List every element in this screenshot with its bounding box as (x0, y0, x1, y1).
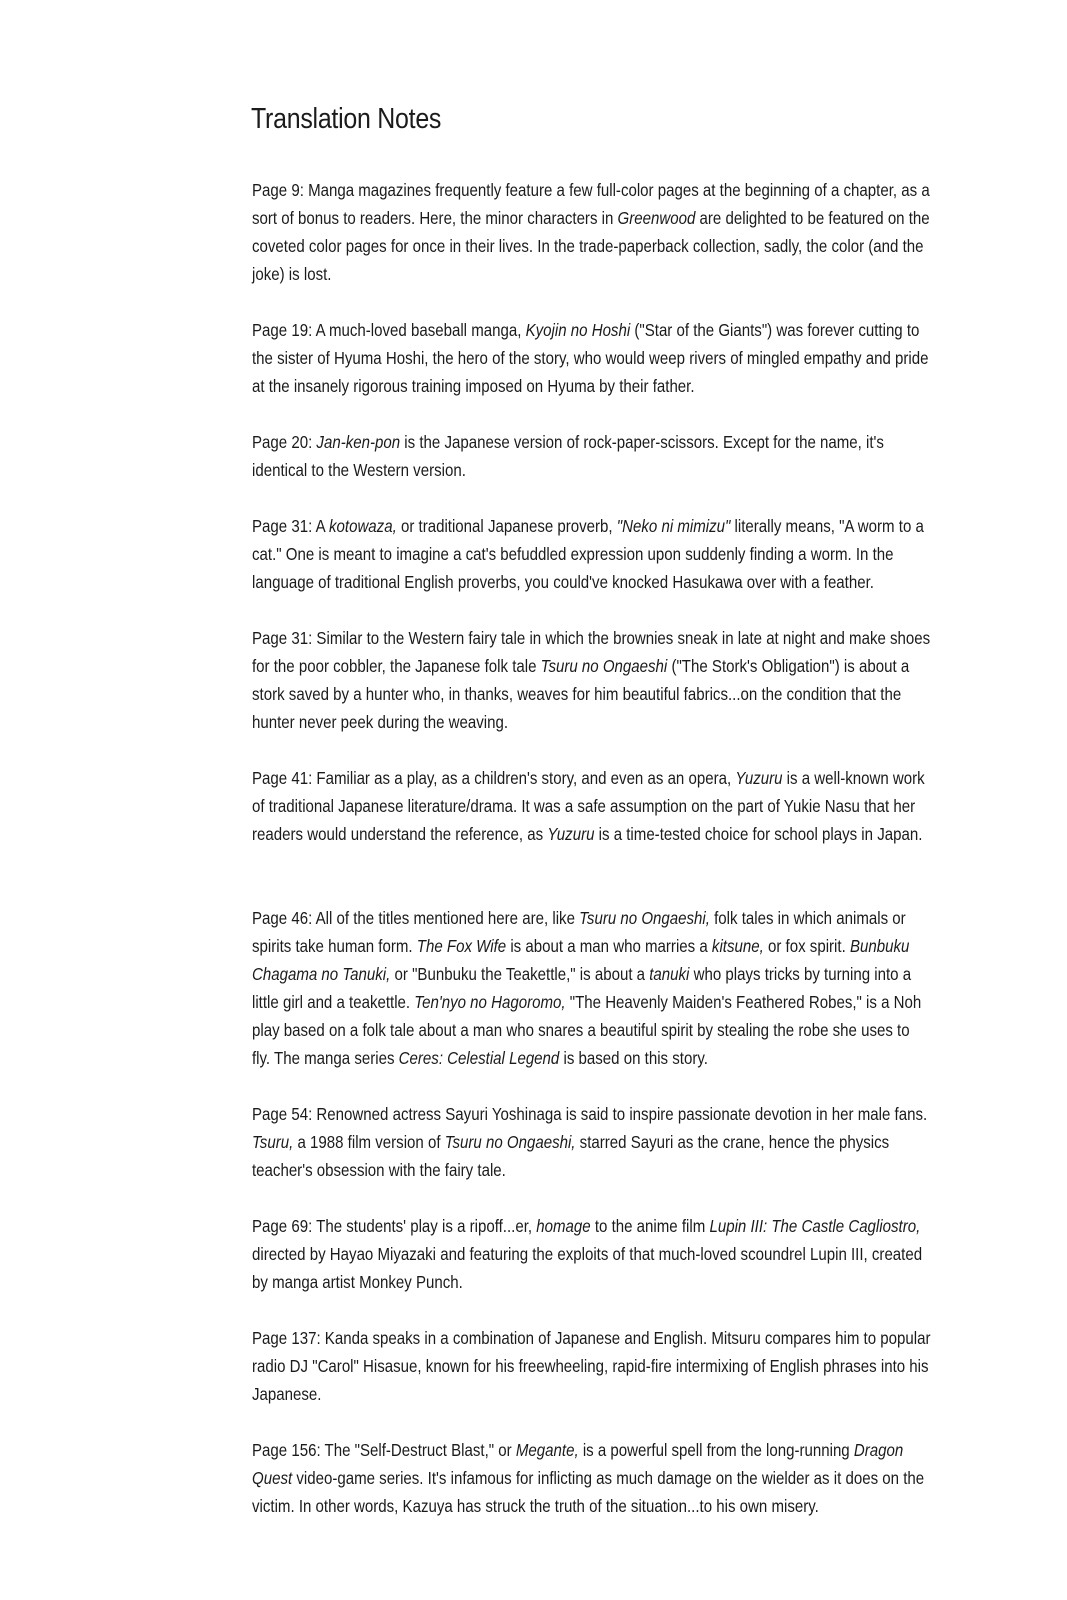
italic-title-text: Ten'nyo no Hagoromo, (414, 992, 566, 1012)
note-page-54 (252, 1100, 931, 1184)
note-text: Page 46: All of the titles mentioned here are, like (252, 908, 580, 928)
italic-title-text: Jan-ken-pon (316, 432, 401, 452)
note-text: Page 137: Kanda speaks in a combination of Japanese and English. Mitsuru compares him to popular radio DJ "Carol" Hisasue, known for his freewheeling, rapid-fire intermixing of English phrases into his Japanese. (252, 1328, 931, 1404)
italic-title-text: Megante, (515, 1440, 579, 1460)
italic-title-text: Tsuru no Ongaeshi, (579, 908, 710, 928)
note-text: or fox spirit. (763, 936, 850, 956)
note-page-31a (252, 512, 931, 596)
note-page-46 (252, 904, 931, 1072)
note-text: Page 54: Renowned actress Sayuri Yoshinaga is said to inspire passionate devotion in her male fans. (252, 1104, 928, 1124)
note-text: ("Star of the Giants") was forever cutting to the sister of Hyuma Hoshi, the hero of the story, who would weep rivers of mingled empathy and pride at the insanely rigorous training imposed on Hyuma by their father. (252, 320, 929, 396)
italic-title-text: Ceres: Celestial Legend (398, 1048, 560, 1068)
note-text: to the anime film (590, 1216, 710, 1236)
note-text: is a well-known work of traditional Japanese literature/drama. It was a safe assumption on the part of Yukie Nasu that her readers would understand the reference, as (252, 768, 925, 844)
italic-title-text: Bunbuku Chagama no Tanuki, (252, 936, 910, 984)
italic-title-text: kitsune, (711, 936, 764, 956)
note-text: are delighted to be featured on the coveted color pages for once in their lives. In the trade-paperback collection, sadly, the color (and the joke) is lost. (252, 208, 930, 284)
note-text: or "Bunbuku the Teakettle," is about a (390, 964, 650, 984)
italic-title-text: "Neko ni mimizu" (616, 516, 731, 536)
note-text: Page 69: The students' play is a ripoff...er, (252, 1216, 537, 1236)
note-text: ("The Stork's Obligation") is about a stork saved by a hunter who, in thanks, weaves for him beautiful fabrics...on the condition that the hunter never peek during the weaving. (252, 656, 910, 732)
note-text: folk tales in which animals or spirits take human form. (252, 908, 906, 956)
note-page-137 (252, 1324, 931, 1408)
note-text: Page 41: Familiar as a play, as a children's story, and even as an opera, (252, 768, 736, 788)
note-page-41 (252, 764, 931, 848)
note-text: who plays tricks by turning into a little girl and a teakettle. (252, 964, 912, 1012)
italic-title-text: Dragon Quest (252, 1440, 904, 1488)
note-text: a 1988 film version of (293, 1132, 445, 1152)
italic-title-text: Lupin III: The Castle Cagliostro, (709, 1216, 921, 1236)
italic-title-text: homage (536, 1216, 591, 1236)
italic-title-text: Kyojin no Hoshi (525, 320, 631, 340)
note-page-19 (252, 316, 931, 400)
note-text: Page 19: A much-loved baseball manga, (252, 320, 526, 340)
note-page-20 (252, 428, 931, 484)
note-page-9 (252, 176, 931, 288)
italic-title-text: The Fox Wife (416, 936, 507, 956)
note-page-156 (252, 1436, 931, 1520)
italic-title-text: Yuzuru (547, 824, 595, 844)
page-title: Translation Notes (251, 103, 442, 135)
note-text: "The Heavenly Maiden's Feathered Robes," is a Noh play based on a folk tale about a man who snares a beautiful spirit by stealing the robe she uses to fly. The manga series (252, 992, 922, 1068)
italic-title-text: tanuki (649, 964, 690, 984)
note-text: Page 20: (252, 432, 317, 452)
italic-title-text: kotowaza, (328, 516, 397, 536)
note-text: starred Sayuri as the crane, hence the physics teacher's obsession with the fairy tale. (252, 1132, 890, 1180)
note-text: is a powerful spell from the long-running (578, 1440, 854, 1460)
italic-title-text: Tsuru no Ongaeshi, (444, 1132, 576, 1152)
note-page-69 (252, 1212, 931, 1296)
note-text: Page 156: The "Self-Destruct Blast," or (252, 1440, 516, 1460)
note-text: literally means, "A worm to a cat." One is meant to imagine a cat's befuddled expression upon suddenly finding a worm. In the language of traditional English proverbs, you could've knocked Hasukawa over with a feather. (252, 516, 924, 592)
note-text: is based on this story. (559, 1048, 708, 1068)
italic-title-text: Greenwood (617, 208, 696, 228)
note-text: video-game series. It's infamous for inflicting as much damage on the wielder as it does on the victim. In other words, Kazuya has struck the truth of the situation...to his own misery. (252, 1468, 925, 1516)
note-text: Page 9: Manga magazines frequently feature a few full-color pages at the beginning of a chapter, as a sort of bonus to readers. Here, the minor characters in (252, 180, 930, 228)
note-text: Page 31: Similar to the Western fairy tale in which the brownies sneak in late at night and make shoes for the poor cobbler, the Japanese folk tale (252, 628, 931, 676)
note-text: is a time-tested choice for school plays in Japan. (594, 824, 923, 844)
italic-title-text: Tsuru, (252, 1132, 294, 1152)
note-text: or traditional Japanese proverb, (396, 516, 617, 536)
note-text: directed by Hayao Miyazaki and featuring the exploits of that much-loved scoundrel Lupin III, created by manga artist Monkey Punch. (252, 1244, 923, 1292)
italic-title-text: Yuzuru (735, 768, 783, 788)
note-text: is the Japanese version of rock-paper-scissors. Except for the name, it's identical to the Western version. (252, 432, 884, 480)
note-text: is about a man who marries a (506, 936, 712, 956)
note-text: Page 31: A (252, 516, 329, 536)
italic-title-text: Tsuru no Ongaeshi (540, 656, 668, 676)
note-page-31b (252, 624, 931, 736)
